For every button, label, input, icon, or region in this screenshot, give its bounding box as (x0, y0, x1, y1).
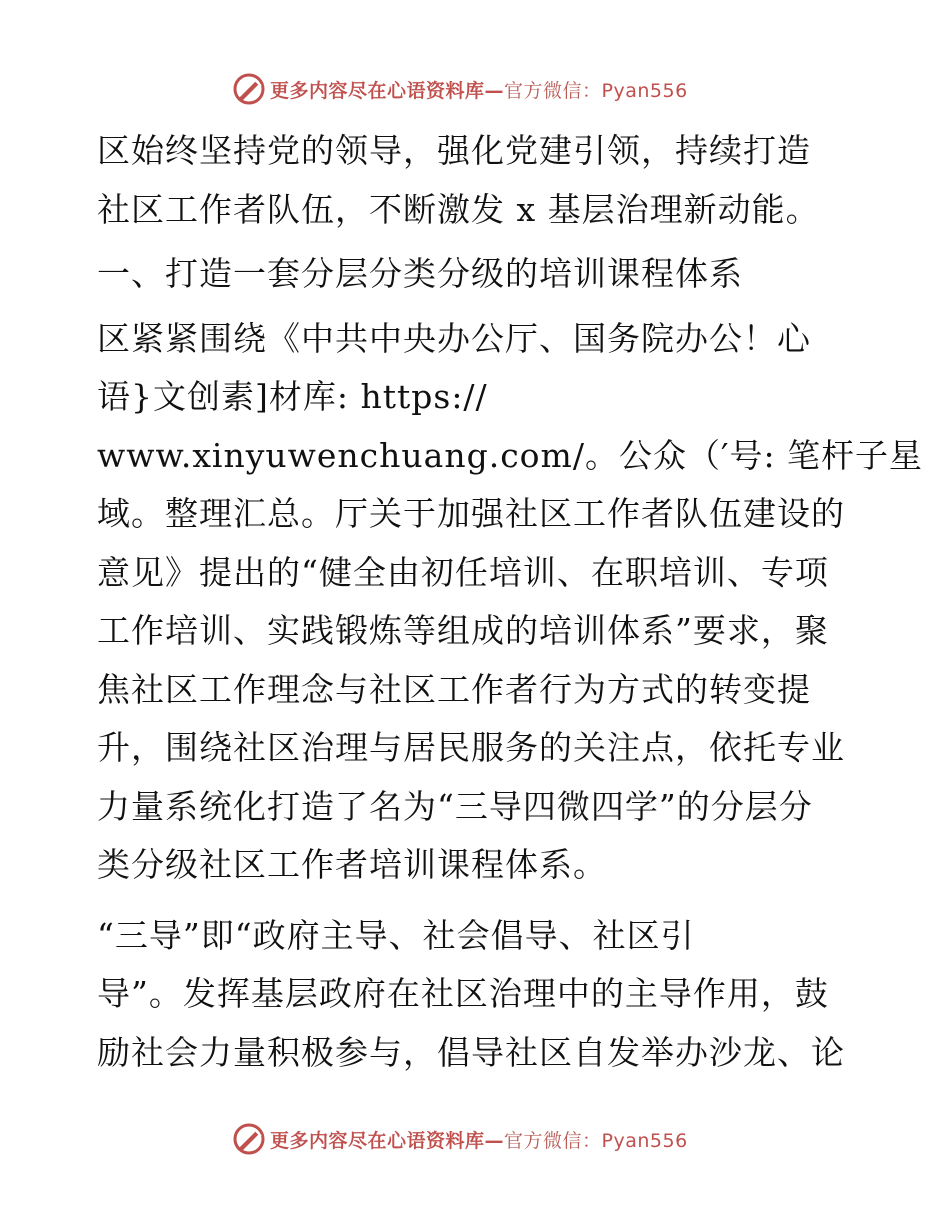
text-line: 域。整理汇总。厅关于加强社区工作者队伍建设的 (97, 494, 845, 533)
watermark-group (232, 1122, 688, 1156)
watermark-wechat-id: Pyan556 (601, 1129, 688, 1152)
footer-watermark (0, 1120, 950, 1160)
watermark-group (232, 72, 688, 106)
document-body (97, 122, 924, 1082)
text-line: 社区工作者队伍，不断激发 x 基层治理新动能。 (97, 189, 820, 229)
text-line: 工作培训、实践锻炼等组成的培训体系”要求，聚 (97, 611, 829, 650)
text-line: “三导”即“政府主导、社会倡导、社区引 (97, 915, 695, 955)
watermark-text (270, 76, 688, 103)
text-line: 语}文创素]材库: https:// (97, 377, 488, 416)
watermark-text (270, 1126, 688, 1153)
watermark-wechat-id: Pyan556 (601, 79, 688, 102)
text-line: 力量系统化打造了名为“三导四微四学”的分层分 (97, 786, 813, 826)
text-line: 导”。发挥基层政府在社区治理中的主导作用，鼓 (97, 974, 829, 1013)
watermark-main: 更多内容尽在心语资料库— (270, 1129, 505, 1152)
text-line: 区始终坚持党的领导，强化党建引领，持续打造 (97, 131, 811, 170)
watermark-main: 更多内容尽在心语资料库— (270, 79, 505, 102)
text-line: www.xinyuwenchuang.com/。公众（′号: 笔杆子星 (97, 435, 924, 475)
text-line: 励社会力量积极参与，倡导社区自发举办沙龙、论 (97, 1032, 845, 1072)
section-heading: 一、打造一套分层分类分级的培训课程体系 (97, 254, 743, 293)
watermark-wechat-label: 官方微信： (504, 79, 602, 102)
header-watermark (0, 70, 950, 110)
text-line: 区紧紧围绕《中共中央办公厅、国务院办公！心 (97, 318, 811, 358)
text-line: 焦社区工作理念与社区工作者行为方式的转变提 (97, 669, 811, 709)
text-line: 升，围绕社区治理与居民服务的关注点，依托专业 (97, 728, 845, 767)
pen-logo-icon (232, 72, 266, 106)
pen-logo-icon (232, 1122, 266, 1156)
watermark-wechat-label: 官方微信： (504, 1129, 602, 1152)
text-line: 意见》提出的“健全由初任培训、在职培训、专项 (97, 552, 829, 592)
text-line: 类分级社区工作者培训课程体系。 (97, 845, 607, 884)
